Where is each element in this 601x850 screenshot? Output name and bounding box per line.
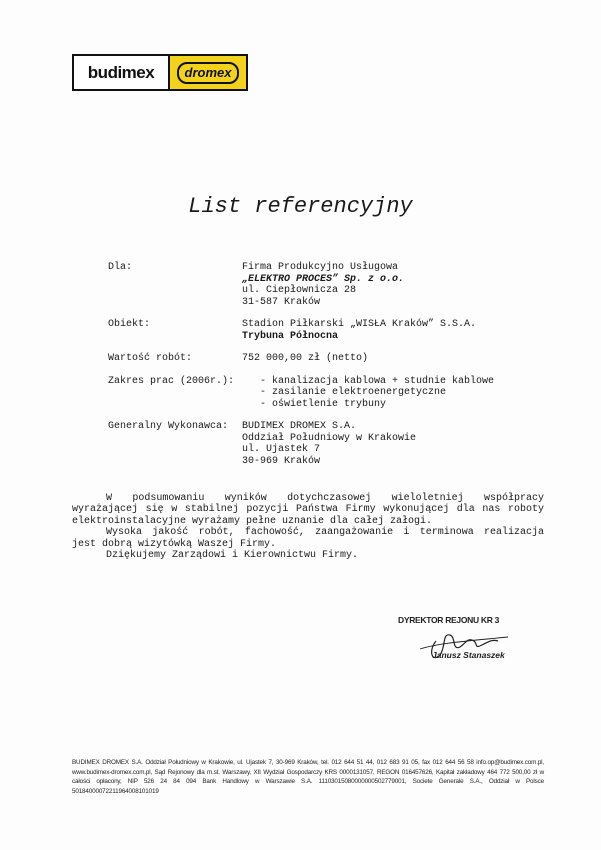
reference-details <box>108 262 548 478</box>
scope-item: - kanalizacja kablowa + studnie kablowe <box>260 376 548 388</box>
document-title: List referencyjny <box>188 194 413 219</box>
contractor-line: BUDIMEX DROMEX S.A. <box>242 421 357 432</box>
object-line: Trybuna Północna <box>242 330 339 342</box>
contractor-row <box>108 421 548 467</box>
recipient-line: ul. Ciepłownicza 28 <box>242 285 357 296</box>
body-paragraph: Wysoka jakość robót, fachowość, zaangażowanie i terminowa realizacja jest dobrą wizytówką Waszej Firmy. <box>72 527 544 550</box>
object-label: Obiekt: <box>108 319 151 330</box>
dromex-badge <box>177 62 240 84</box>
signature-block <box>398 611 528 665</box>
scope-label: Zakres prac (2006r.): <box>108 375 235 387</box>
body-paragraph: W podsumowaniu wyników dotychczasowej wieloletniej współpracy wyrażającej się w stabilnej pozycji Państwa Firmy wykonującej dla nas roboty elektroinstalacyjne wyrażamy pełne uznanie dla całej załogi. <box>72 493 544 527</box>
signatory-role: DYREKTOR REJONU KR 3 <box>398 615 500 625</box>
value-label: Wartość robót: <box>108 353 193 364</box>
object-row <box>108 319 548 342</box>
recipient-value <box>242 262 548 308</box>
recipient-line: 31-587 Kraków <box>242 296 321 308</box>
recipient-label: Dla: <box>108 262 133 273</box>
value-row <box>108 353 548 365</box>
dromex-logo-text: dromex <box>184 65 232 80</box>
budimex-logo-text: budimex <box>87 62 155 82</box>
scope-row <box>108 376 548 411</box>
contractor-line: ul. Ujastek 7 <box>242 444 321 455</box>
footer-text: BUDIMEX DROMEX S.A. Oddział Południowy w Krakowie, ul. Ujastek 7, 30-969 Kraków, tel. 012 644 51 44, 012 683 91 05, fax 012 644 56 58 info.op@budimex.com.pl, www.budimex-dromex.com.pl, Sąd Rejonowy dla m.st. Warszawy, XII Wydział Gospodarczy KRS 0000131057, REGON 016457626, Kapitał zakładowy 464 772 500,00 zł w całości opłacony, NIP 526 24 84 094 Bank Handlowy w Warszawie S.A. 11103015080000000502779001, Societe Generale S.A., Oddział w Polsce 50184000072211964008101019 <box>72 759 544 796</box>
company-logo <box>72 54 248 91</box>
contractor-line: Oddział Południowy w Krakowie <box>242 432 417 444</box>
recipient-line: Firma Produkcyjno Usługowa <box>242 262 399 273</box>
object-line: Stadion Piłkarski „WISŁA Kraków” S.S.A. <box>242 319 477 330</box>
scope-list <box>242 376 548 411</box>
contractor-label: Generalny Wykonawca: <box>108 421 229 432</box>
scope-item: - oświetlenie trybuny <box>260 399 548 411</box>
letter-body <box>72 493 544 561</box>
scope-item: - zasilanie elektroenergetyczne <box>260 387 548 399</box>
object-value <box>242 319 548 342</box>
body-paragraph: Dziękujemy Zarządowi i Kierownictwu Firmy. <box>106 550 359 562</box>
recipient-line: „ELEKTRO PROCES” Sp. z o.o. <box>242 273 405 285</box>
recipient-row <box>108 262 548 308</box>
company-footer <box>72 758 544 797</box>
budimex-logo-part <box>74 56 170 89</box>
dromex-logo-part <box>170 56 246 89</box>
contractor-value <box>242 421 548 467</box>
signatory-name: Janusz Stanaszek <box>432 650 505 660</box>
contractor-line: 30-969 Kraków <box>242 455 321 467</box>
value-amount: 752 000,00 zł (netto) <box>242 353 369 364</box>
